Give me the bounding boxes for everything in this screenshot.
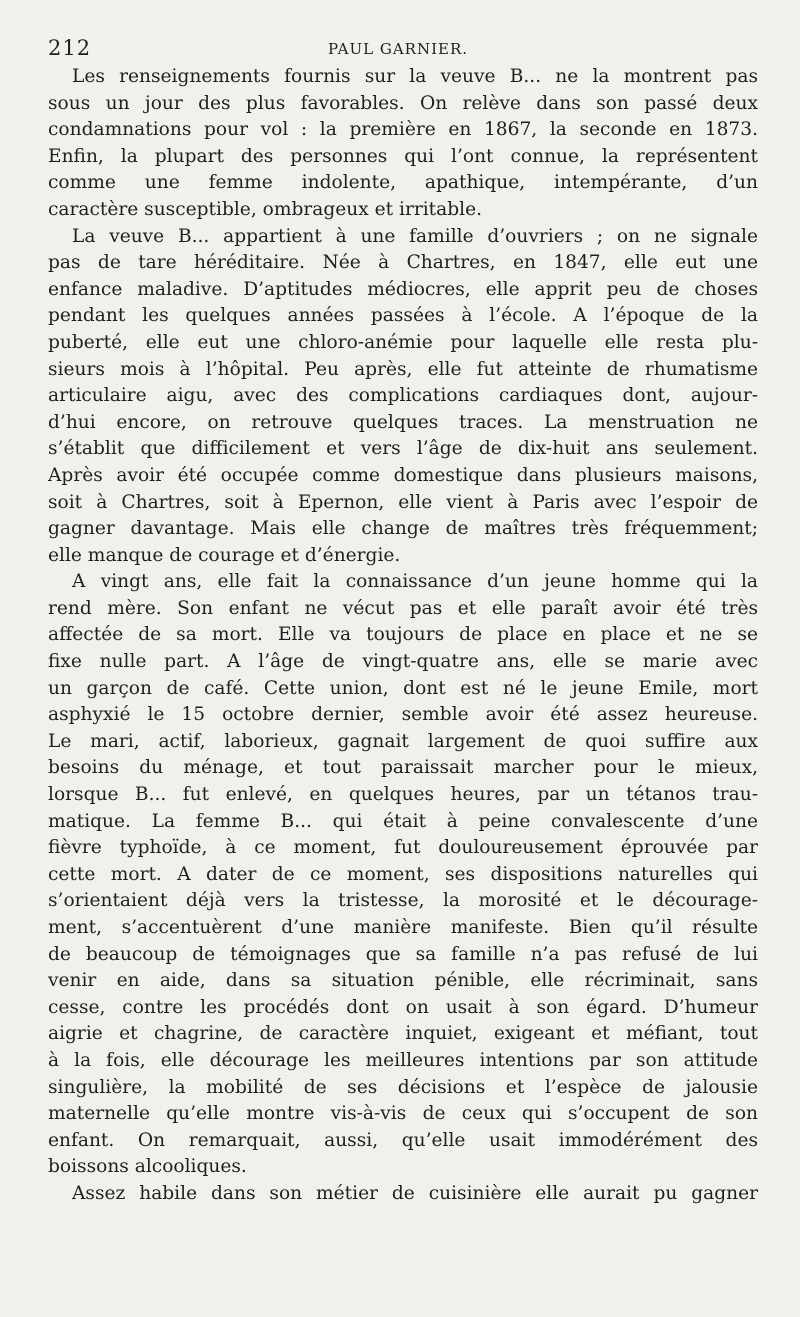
text-line: cette mort. A dater de ce moment, ses dispositions naturelles qui	[48, 863, 758, 885]
text-line: enfant. On remarquait, aussi, qu’elle usait immodérément des	[48, 1129, 758, 1151]
text-line: sous un jour des plus favorables. On relève dans son passé deux	[48, 92, 758, 114]
text-line: caractère susceptible, ombrageux et irritable.	[48, 198, 482, 220]
text-line: s’orientaient déjà vers la tristesse, la morosité et le décourage-	[48, 890, 758, 912]
text-line: comme une femme indolente, apathique, intempérante, d’un	[48, 172, 758, 194]
text-line: condamnations pour vol : la première en 1867, la seconde en 1873.	[48, 119, 758, 141]
page-header	[48, 34, 758, 64]
text-line: Enfin, la plupart des personnes qui l’ont connue, la représentent	[48, 145, 758, 167]
text-line: articulaire aigu, avec des complications cardiaques dont, aujour-	[48, 385, 758, 407]
text-line: A vingt ans, elle fait la connaissance d’un jeune homme qui la	[72, 571, 758, 593]
text-line: rend mère. Son enfant ne vécut pas et elle paraît avoir été très	[48, 597, 758, 619]
text-line: cesse, contre les procédés dont on usait à son égard. D’humeur	[48, 996, 758, 1018]
text-line: un garçon de café. Cette union, dont est né le jeune Emile, mort	[48, 677, 758, 699]
text-line: puberté, elle eut une chloro-anémie pour laquelle elle resta plu-	[48, 331, 758, 353]
text-line: elle manque de courage et d’énergie.	[48, 544, 401, 566]
text-line: affectée de sa mort. Elle va toujours de place en place et ne se	[48, 624, 758, 646]
text-line: fixe nulle part. A l’âge de vingt-quatre ans, elle se marie avec	[48, 651, 758, 673]
page-number: 212	[48, 36, 92, 60]
text-line: enfance maladive. D’aptitudes médiocres, elle apprit peu de choses	[48, 278, 758, 300]
text-line: boissons alcooliques.	[48, 1156, 247, 1178]
text-line: sieurs mois à l’hôpital. Peu après, elle fut atteinte de rhumatisme	[48, 358, 758, 380]
text-line: Après avoir été occupée comme domestique dans plusieurs maisons,	[48, 464, 758, 486]
text-line: s’établit que difficilement et vers l’âge de dix-huit ans seulement.	[48, 438, 758, 460]
text-line: matique. La femme B... qui était à peine convalescente d’une	[48, 810, 758, 832]
text-line: Le mari, actif, laborieux, gagnait largement de quoi suffire aux	[48, 730, 758, 752]
text-line: pas de tare héréditaire. Née à Chartres, en 1847, elle eut une	[48, 252, 758, 274]
text-line: Les renseignements fournis sur la veuve B... ne la montrent pas	[72, 66, 758, 87]
text-line: pendant les quelques années passées à l’école. A l’époque de la	[48, 305, 758, 327]
text-line: soit à Chartres, soit à Epernon, elle vient à Paris avec l’espoir de	[48, 491, 758, 513]
text-line: à la fois, elle décourage les meilleures intentions par son attitude	[48, 1049, 758, 1071]
text-line: aigrie et chagrine, de caractère inquiet, exigeant et méfiant, tout	[48, 1023, 758, 1045]
text-line: singulière, la mobilité de ses décisions et l’espèce de jalousie	[48, 1076, 758, 1098]
body-text	[48, 64, 758, 1208]
text-line: d’hui encore, on retrouve quelques traces. La menstruation ne	[48, 411, 758, 433]
text-line: de beaucoup de témoignages que sa famille n’a pas refusé de lui	[48, 943, 758, 965]
running-head: PAUL GARNIER.	[327, 40, 469, 58]
text-line: venir en aide, dans sa situation pénible, elle récriminait, sans	[48, 970, 758, 992]
text-line: besoins du ménage, et tout paraissait marcher pour le mieux,	[48, 757, 758, 779]
text-line: ment, s’accentuèrent d’une manière manifeste. Bien qu’il résulte	[48, 917, 758, 938]
text-line: lorsque B... fut enlevé, en quelques heures, par un tétanos trau-	[48, 784, 758, 806]
text-line: La veuve B... appartient à une famille d’ouvriers ; on ne signale	[72, 225, 758, 247]
text-line: asphyxié le 15 octobre dernier, semble avoir été assez heureuse.	[48, 704, 758, 726]
text-line: maternelle qu’elle montre vis-à-vis de ceux qui s’occupent de son	[48, 1103, 758, 1125]
text-line: Assez habile dans son métier de cuisinière elle aurait pu gagner	[72, 1182, 758, 1204]
text-line: gagner davantage. Mais elle change de maîtres très fréquemment;	[48, 518, 758, 540]
text-line: fièvre typhoïde, à ce moment, fut douloureusement éprouvée par	[48, 837, 758, 859]
